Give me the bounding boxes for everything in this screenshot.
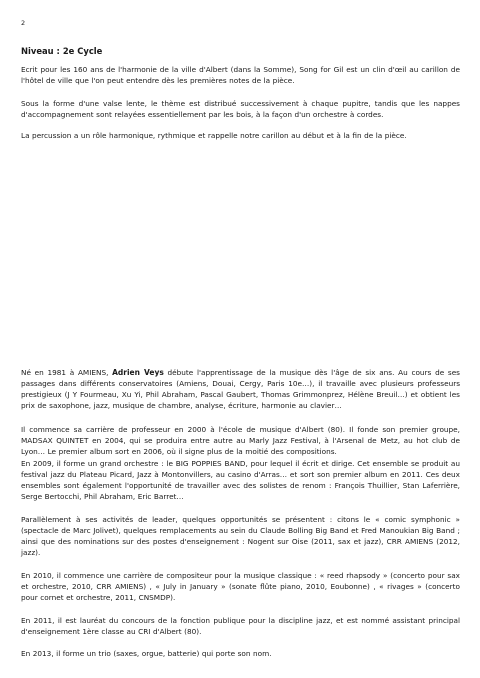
- bio-text: débute l'apprentissage de la musique dès l'âge de six ans. Au cours de ses passages dans différents conservatoires (Amiens, Douai, Cergy, Paris 10e…), il travaille avec plusieurs professeurs prestigieux (J Y Fourmeau, Xu Yi, Phil Abraham, Pascal Gaubert, Thomas Grimmonprez, Hélène Breuil…) et obtient les prix de saxophone, jazz, musique de chambre, analyse, écriture, harmonie au clavier…: [21, 368, 460, 411]
- bio-paragraph-5: En 2010, il commence une carrière de compositeur pour la musique classique : « reed rhapsody » (concerto pour sax et orchestre, 2010, CRR AMIENS) , « July in January » (sonate flûte piano, 2010, Eoubonne) , « rivages » (concerto pour cornet et orchestre, 2011, CNSMDP).: [21, 571, 460, 603]
- bio-paragraph-3: En 2009, il forme un grand orchestre : le BIG POPPIES BAND, pour lequel il écrit et dirige. Cet ensemble se produit au festival jazz du Plateau Picard, Jazz à Montonvillers, au casino d'Arras… et sort son premier album en 2011. Ces deux ensembles sont également l'opportunité de travailler avec des solistes de renom : François Thuillier, Stan Laferrière, Serge Bertocchi, Phil Abraham, Eric Barret…: [21, 459, 460, 502]
- bio-paragraph-2: Il commence sa carrière de professeur en 2000 à l'école de musique d'Albert (80). Il fonde son premier groupe, MADSAX QUINTET en 2004, qui se produira entre autre au Marly Jazz Festival, à l'Arsenal de Metz, au hot club de Lyon… Le premier album sort en 2006, où il signe plus de la moitié des compositions.: [21, 425, 460, 457]
- intro-paragraph-2: Sous la forme d'une valse lente, le thème est distribué successivement à chaque pupitre, tandis que les nappes d'accompagnement sont relayées essentiellement par les bois, à la façon d'un orchestre à cordes.: [21, 99, 460, 120]
- bio-text: Né en 1981 à AMIENS,: [21, 368, 113, 377]
- intro-paragraph-1: Ecrit pour les 160 ans de l'harmonie de la ville d'Albert (dans la Somme), Song for Gil est un clin d'œil au carillon de l'hôtel de ville que l'on peut entendre dès les premières notes de la pièce.: [21, 65, 460, 86]
- level-heading: Niveau : 2e Cycle: [21, 46, 103, 56]
- bio-paragraph-7: En 2013, il forme un trio (saxes, orgue, batterie) qui porte son nom.: [21, 649, 272, 658]
- bio-paragraph-6: En 2011, il est lauréat du concours de la fonction publique pour la discipline jazz, et est nommé assistant principal d'enseignement 1ère classe au CRI d'Albert (80).: [21, 616, 460, 637]
- page-number: 2: [21, 19, 26, 27]
- bio-paragraph-4: Parallèlement à ses activités de leader, quelques opportunités se présentent : citons le « comic symphonic » (spectacle de Marc Jolivet), quelques remplacements au sein du Claude Bolling Big Band et Fred Manoukian Big Band ; ainsi que des nominations sur des postes d'enseignement : Nogent sur Oise (2011, sax et jazz), CRR AMIENS (2012, jazz).: [21, 515, 460, 558]
- composer-name: Adrien Veys: [112, 368, 164, 377]
- intro-paragraph-3: La percussion a un rôle harmonique, rythmique et rappelle notre carillon au début et à la fin de la pièce.: [21, 131, 407, 140]
- bio-paragraph-1: [21, 367, 460, 411]
